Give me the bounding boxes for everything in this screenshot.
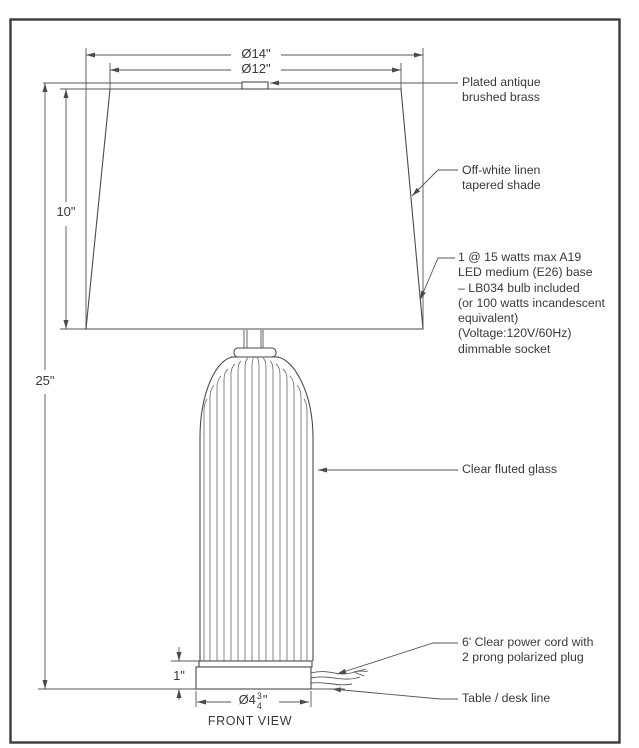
dim-base-diameter-suffix: " [262, 692, 268, 707]
leader-table [332, 689, 458, 699]
power-cord [311, 669, 368, 685]
leader-socket [420, 258, 455, 300]
callout-socket-label: 1 @ 15 watts max A19 LED medium (E26) base – LB034 bulb included (or 100 watts incandescent equivalent) (Voltage:120V/60Hz) dimmable socket [458, 250, 605, 356]
shade-outline [86, 89, 423, 329]
dim-base-diameter-label [222, 692, 284, 711]
leader-shade [412, 170, 458, 196]
neck-cap [234, 348, 276, 357]
callout-glass-label: Clear fluted glass [462, 462, 558, 476]
leader-cord [337, 643, 458, 674]
callout-shade-label: Off-white linen tapered shade [462, 163, 541, 193]
socket-neck [244, 330, 263, 348]
dim-shade-top-diameter-label: Ø12" [241, 61, 271, 76]
fraction-denominator: 4 [256, 700, 262, 711]
dim-base-height-label: 1" [173, 668, 185, 683]
callout-table-label: Table / desk line [462, 691, 551, 705]
base-plinth [196, 667, 311, 689]
dim-overall-height-label: 25" [35, 373, 55, 388]
fraction-numerator: 3 [256, 691, 262, 701]
base-plinth-lip [199, 661, 312, 667]
callout-cord-label: 6' Clear power cord with 2 prong polarized plug [462, 635, 594, 665]
dim-base-diameter-fraction [257, 692, 262, 711]
dim-shade-bottom-diameter-label: Ø14" [241, 46, 271, 61]
callout-finial-label: Plated antique brushed brass [462, 75, 541, 105]
harp-washer [242, 82, 268, 89]
view-title: FRONT VIEW [207, 714, 293, 728]
dim-shade-height-label: 10" [56, 204, 76, 219]
dim-base-diameter-prefix: Ø4 [238, 692, 256, 707]
